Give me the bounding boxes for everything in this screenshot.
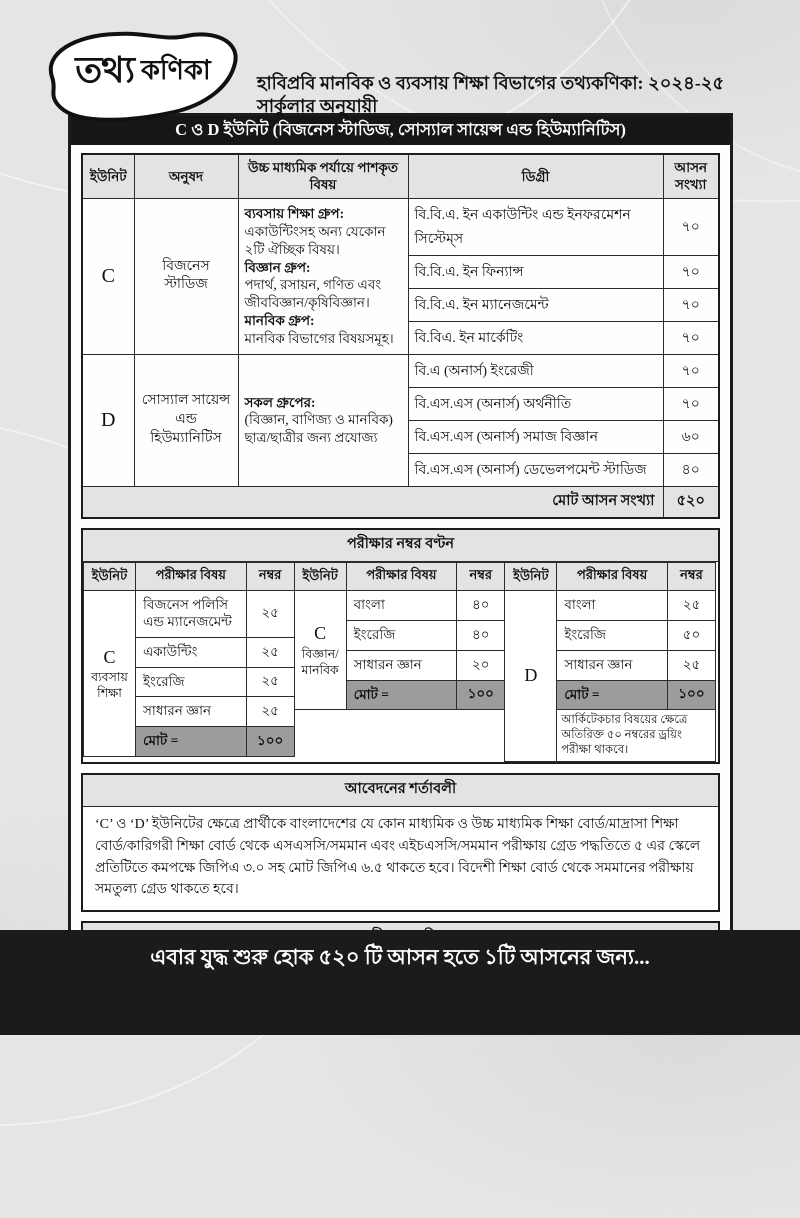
exam-subject: ইংরেজি <box>557 620 668 650</box>
exam-marks: ৫০ <box>667 620 715 650</box>
subject-group-label: সকল গ্রুপের: <box>244 394 316 410</box>
exam-subject: সাধারন জ্ঞান <box>346 650 457 680</box>
column-header-subjects: উচ্চ মাধ্যমিক পর্যায়ে পাশকৃত বিষয় <box>238 154 408 199</box>
logo-word-1: তথ্য <box>75 49 135 90</box>
conditions-body: ‘C’ ও ‘D’ ইউনিটের ক্ষেত্রে প্রার্থীকে বাংলাদেশের যে কোন মাধ্যমিক ও উচ্চ মাধ্যমিক শিক্ষা বোর্ড/মাদ্রাসা শিক্ষা বোর্ড/কারিগরী শিক্ষা বোর্ড থেকে এসএসসি/সমমান এবং এইচএসসি/সমমান পরীক্ষায় গ্রেড পদ্ধতিতে ৫ এর স্কেলে প্রতিটিতে কমপক্ষে জিপিএ ৩.০ সহ মোট জিপিএ ৬.৫ থাকতে হবে। বিদেশী শিক্ষা বোর্ড থেকে সমমানের পরীক্ষায় সমতুল্য গ্রেড থাকতে হবে। <box>95 817 701 898</box>
marks-group-d <box>504 562 716 762</box>
faculty-c-cell: বিজনেস স্টাডিজ <box>134 198 238 354</box>
degree-name: বি.এ (অনার্স) ইংরেজী <box>408 354 663 387</box>
table-row <box>84 590 295 637</box>
marks-unit-cell <box>505 590 557 761</box>
exam-subject: একাউন্টিং <box>136 637 247 667</box>
degree-name: বি.বি.এ. ইন একাউন্টিং এন্ড ইনফরমেশন সিস্টেম্স <box>408 198 663 255</box>
total-seats-row <box>82 486 719 518</box>
column-header-seats: আসন সংখ্যা <box>663 154 719 199</box>
table-row <box>82 354 719 387</box>
faculty-d-cell: সোস্যাল সায়েন্স এন্ড হিউম্যানিটিস <box>134 354 238 486</box>
exam-subject: ইংরেজি <box>346 620 457 650</box>
marks-group-c-science-arts <box>294 562 506 711</box>
marks-unit-subtitle: বিজ্ঞান/ মানবিক <box>301 646 339 677</box>
subject-group-label: মানবিক গ্রুপ: <box>244 313 315 329</box>
marks-header-marks: নম্বর <box>667 562 715 590</box>
subject-group-text: (বিজ্ঞান, বাণিজ্য ও মানবিক) ছাত্র/ছাত্রীর জন্য প্রযোজ্য <box>244 412 393 446</box>
exam-marks: ২৫ <box>246 667 294 697</box>
exam-marks: ২৫ <box>246 637 294 667</box>
subject-group-label: ব্যবসায় শিক্ষা গ্রুপ: <box>244 206 345 222</box>
page-title: হাবিপ্রবি মানবিক ও ব্যবসায় শিক্ষা বিভাগের তথ্যকণিকা: ২০২৪-২৫ সার্কুলার অনুযায়ী <box>257 73 725 116</box>
degree-name: বি.এস.এস (অনার্স) সমাজ বিজ্ঞান <box>408 420 663 453</box>
total-seats-label: মোট আসন সংখ্যা <box>82 486 663 518</box>
exam-subject: ইংরেজি <box>136 667 247 697</box>
subject-group-text: একাউন্টিংসহ অন্য যেকোন ২টি ঐচ্ছিক বিষয়। <box>244 223 386 257</box>
marks-total-value: ১০০ <box>246 727 294 757</box>
marks-header-marks: নম্বর <box>457 562 505 590</box>
marks-distribution-box <box>81 528 720 764</box>
column-header-degree: ডিগ্রী <box>408 154 663 199</box>
column-header-unit: ইউনিট <box>82 154 134 199</box>
marks-header-row <box>505 562 716 590</box>
exam-subject: সাধারন জ্ঞান <box>136 697 247 727</box>
exam-marks: ২৫ <box>667 590 715 620</box>
marks-group-c-business <box>83 562 295 757</box>
marks-unit-cell <box>84 590 136 756</box>
exam-marks: ৪০ <box>457 620 505 650</box>
exam-subject: বাংলা <box>557 590 668 620</box>
column-header-faculty: অনুষদ <box>134 154 238 199</box>
marks-header-subject: পরীক্ষার বিষয় <box>557 562 668 590</box>
total-seats-value: ৫২০ <box>663 486 719 518</box>
exam-marks: ২৫ <box>246 590 294 637</box>
unit-banner: C ও D ইউনিট (বিজনেস স্টাডিজ, সোস্যাল সায়েন্স এন্ড হিউম্যানিটিস) <box>71 116 730 145</box>
marks-groups <box>83 562 718 762</box>
marks-total-value: ১০০ <box>457 680 505 710</box>
seat-count: ৭০ <box>663 354 719 387</box>
exam-marks: ২৫ <box>667 650 715 680</box>
architecture-note: আর্কিটেকচার বিষয়ের ক্ষেত্রে অতিরিক্ত ৫০ নম্বরের ড্রয়িং পরীক্ষা থাকবে। <box>557 710 716 762</box>
subject-group-text: পদার্থ, রসায়ন, গণিত এবং জীববিজ্ঞান/কৃষিবিজ্ঞান। <box>244 277 382 311</box>
unit-c-cell: C <box>82 198 134 354</box>
marks-distribution-title: পরীক্ষার নম্বর বণ্টন <box>83 530 718 562</box>
exam-subject: বাংলা <box>346 590 457 620</box>
marks-header-subject: পরীক্ষার বিষয় <box>346 562 457 590</box>
degree-name: বি.বি.এ. ইন ম্যানেজমেন্ট <box>408 288 663 321</box>
exam-subject: সাধারন জ্ঞান <box>557 650 668 680</box>
table-row <box>82 198 719 255</box>
marks-header-unit: ইউনিট <box>505 562 557 590</box>
seats-table-header-row <box>82 154 719 199</box>
marks-total-label: মোট = <box>136 727 247 757</box>
exam-subject: বিজনেস পলিসি এন্ড ম্যানেজমেন্ট <box>136 590 247 637</box>
seat-count: ৪০ <box>663 453 719 486</box>
marks-header-row <box>294 562 505 590</box>
seat-count: ৭০ <box>663 198 719 255</box>
degree-name: বি.বিএ. ইন মার্কেটিং <box>408 321 663 354</box>
seat-count: ৬০ <box>663 420 719 453</box>
marks-unit-letter: D <box>524 665 538 686</box>
table-row <box>294 590 505 620</box>
application-conditions-box <box>81 773 720 912</box>
marks-unit-letter: C <box>103 646 116 667</box>
marks-header-unit: ইউনিট <box>294 562 346 590</box>
marks-total-label: মোট = <box>346 680 457 710</box>
subjects-c-cell <box>238 198 408 354</box>
exam-marks: ২৫ <box>246 697 294 727</box>
seat-count: ৭০ <box>663 288 719 321</box>
brand-logo <box>36 27 250 124</box>
logo-text <box>36 27 250 124</box>
subject-group-text: মানবিক বিভাগের বিষয়সমূহ। <box>244 330 394 346</box>
seat-count: ৭০ <box>663 321 719 354</box>
seat-count: ৭০ <box>663 387 719 420</box>
exam-marks: ২০ <box>457 650 505 680</box>
subject-group-label: বিজ্ঞান গ্রুপ: <box>244 259 311 275</box>
table-row <box>505 590 716 620</box>
marks-header-row <box>84 562 295 590</box>
degree-name: বি.বি.এ. ইন ফিন্যান্স <box>408 255 663 288</box>
marks-header-marks: নম্বর <box>246 562 294 590</box>
marks-header-subject: পরীক্ষার বিষয় <box>136 562 247 590</box>
unit-d-cell: D <box>82 354 134 486</box>
seats-table <box>81 153 720 519</box>
logo-word-2: কণিকা <box>141 55 211 85</box>
subjects-d-cell <box>238 354 408 486</box>
exam-marks: ৪০ <box>457 590 505 620</box>
marks-unit-subtitle: ব্যবসায় শিক্ষা <box>91 669 128 701</box>
marks-unit-letter: C <box>314 623 327 644</box>
seat-count: ৭০ <box>663 255 719 288</box>
marks-total-label: মোট = <box>557 680 668 710</box>
marks-total-value: ১০০ <box>667 680 715 710</box>
marks-header-unit: ইউনিট <box>84 562 136 590</box>
degree-name: বি.এস.এস (অনার্স) ডেভেলপমেন্ট স্টাডিজ <box>408 453 663 486</box>
conditions-title: আবেদনের শর্তাবলী <box>83 775 718 807</box>
degree-name: বি.এস.এস (অনার্স) অর্থনীতি <box>408 387 663 420</box>
marks-unit-cell <box>294 590 346 710</box>
content-panel <box>68 113 733 1029</box>
footer-banner: এবার যুদ্ধ শুরু হোক ৫২০ টি আসন হতে ১টি আসনের জন্য... <box>0 930 800 1035</box>
